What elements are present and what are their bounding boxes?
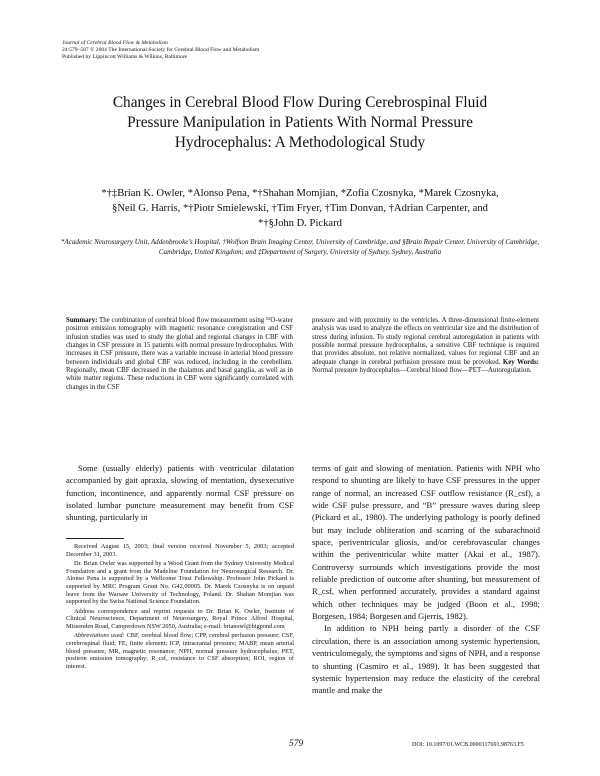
abbrev-text: CBF, cerebral blood flow; CPP, cerebral perfusion pressure; CSF, cerebrospinal fluid; FE, finite element; ICP, intracranial pressure; MABP, mean arterial blood pressure; MR, magnetic resonance; NPH, normal pressure hydrocephalus; PET, positron emission tomography; R_csf, resistance to CSF absorption; ROI, region of interest. (66, 632, 294, 671)
body-paragraph: In addition to NPH being partly a disorder of the CSF circulation, there is an association among systemic hypertension, ventriculomegaly, the symptoms and signs of NPH, and a response to shunting (Casmiro et al., 1989). It has been suggested that systemic hypertension may reduce the elasticity of the cerebral mantle and make the (312, 623, 540, 696)
footnote-address: Address correspondence and reprint requests to Dr. Brian K. Owler, Institute of Clinical Neuroscience, Department of Neurosurgery, Royal Prince Alfred Hospital, Missenden Road, Camperdown NSW 2050, Australia; e-mail: brianowl@bigpond.com (66, 607, 294, 631)
body-paragraph: Some (usually elderly) patients with ventricular dilatation accompanied by gait apraxia, slowing of mentation, dysexecutive function, incontinence, and apparently normal CSF pressure on isolated lumbar puncture measurement may benefit from CSF shunting, particularly in (66, 463, 294, 523)
journal-volume-line: 24:579–587 © 2004 The International Society for Cerebral Blood Flow and Metabolism (62, 47, 260, 53)
footnote-received: Received August 15, 2003; final version received November 5, 2003; accepted December 31, 2003. (66, 543, 294, 558)
doi: DOI: 10.1097/01.WCB.0000117691.98763.F5 (412, 742, 524, 748)
authors-line-3: *†§John D. Pickard (258, 218, 342, 229)
abstract-text-right: pressure and with proximity to the ventricles. A three-dimensional finite-element analysis was used to analyze the effects on ventricular size and the distribution of stress during infusion. To study regional cerebral autoregulation in patients with possible normal pressure hydrocephalus, a sensitive CBF technique is required that provides absolute, not relative normalized, values for regional CBF and an adequate change in cerebral perfusion pressure must be provoked. (312, 317, 539, 366)
authors-line-2: §Neil G. Harris, *†Piotr Smielewski, †Tim Fryer, †Tim Donvan, †Adrian Carpenter, and (112, 203, 488, 214)
affiliations: *Academic Neurosurgery Unit, Addenbrooke’s Hospital, †Wolfson Brain Imaging Center, University of Cambridge, and §Brain Repair Center, University of Cambridge, Cambridge, United Kingdom; and ‡Department of Surgery, University of Sydney, Sydney, Australia (60, 238, 540, 257)
keywords-label: Key Words: (502, 358, 539, 366)
body-left-column (66, 462, 294, 524)
article-title (50, 93, 550, 153)
footnote-divider (66, 538, 124, 539)
abstract-text-left: The combination of cerebral blood flow measurement using ¹⁵O-water positron emission tomography with magnetic resonance coregistration and CSF infusion studies was used to study the global and regional changes in CBF with changes in CSF pressure in 15 patients with normal pressure hydrocephalus. With increases in CSF pressure, there was a variable increase in arterial blood pressure between individuals and global CBF was reduced, including in the cerebellum. Regionally, mean CBF decreased in the thalamus and basal ganglia, as well as in white matter regions. These reductions in CBF were significantly correlated with changes in the CSF (66, 317, 293, 391)
journal-name: Journal of Cerebral Blood Flow & Metabolism (62, 40, 168, 46)
title-line-3: Hydrocephalus: A Methodological Study (174, 134, 426, 151)
abstract-right-column (312, 317, 539, 375)
journal-header (62, 40, 259, 61)
abstract-left-column (66, 317, 293, 392)
keywords: Normal pressure hydrocephalus—Cerebral blood flow—PET—Autoregulation. (312, 367, 532, 375)
footnote-support: Dr. Brian Owler was supported by a Wood Grant from the Sydney University Medical Foundation and a grant from the Madeline Foundation for Neurosurgical Research. Dr. Alonso Pena is supported by a Wellcome Trust Fellowship. Professor John Pickard is supported by MRC Program Grant No. G42,00005. Dr. Marek Czosnyka is on unpaid leave from the Warsaw University of Technology, Poland. Dr. Shahan Momjian was supported by the Swiss National Science Foundation. (66, 559, 294, 606)
body-paragraph: terms of gait and slowing of mentation. Patients with NPH who respond to shunting are likely to have CSF pressures in the upper range of normal, an increased CSF outflow resistance (R_csf), a wide CSF pulse pressure, and “B” pressure waves during sleep (Pickard et al., 1980). The underlying pathology is poorly defined but may include obliteration and scarring of the subarachnoid space, periventricular gliosis, and/or cerebrovascular changes within the periventricular white matter (Akai et al., 1987). Controversy surrounds which investigations provide the most reliable prediction of outcome after shunting, but measurement of R_csf, when performed accurately, provides a standard against which other techniques may be judged (Boon et al., 1998; Borgesen, 1984; Borgesen and Gjerris, 1982). (312, 463, 540, 622)
publisher-line: Published by Lippincott Williams & Wilkins, Baltimore (62, 54, 188, 60)
footnotes (66, 543, 294, 672)
title-line-1: Changes in Cerebral Blood Flow During Cerebrospinal Fluid (112, 94, 488, 111)
abstract-label: Summary: (66, 317, 98, 324)
author-list (60, 186, 540, 231)
page-number: 579 (289, 739, 304, 749)
footnote-abbreviations (66, 632, 294, 671)
authors-line-1: *†‡Brian K. Owler, *Alonso Pena, *†Shahan Momjian, *Zofia Czosnyka, *Marek Czosnyka, (101, 188, 499, 199)
title-line-2: Pressure Manipulation in Patients With Normal Pressure (127, 114, 473, 131)
body-right-column (312, 462, 540, 697)
abbrev-label: Abbreviations used: (74, 632, 125, 640)
